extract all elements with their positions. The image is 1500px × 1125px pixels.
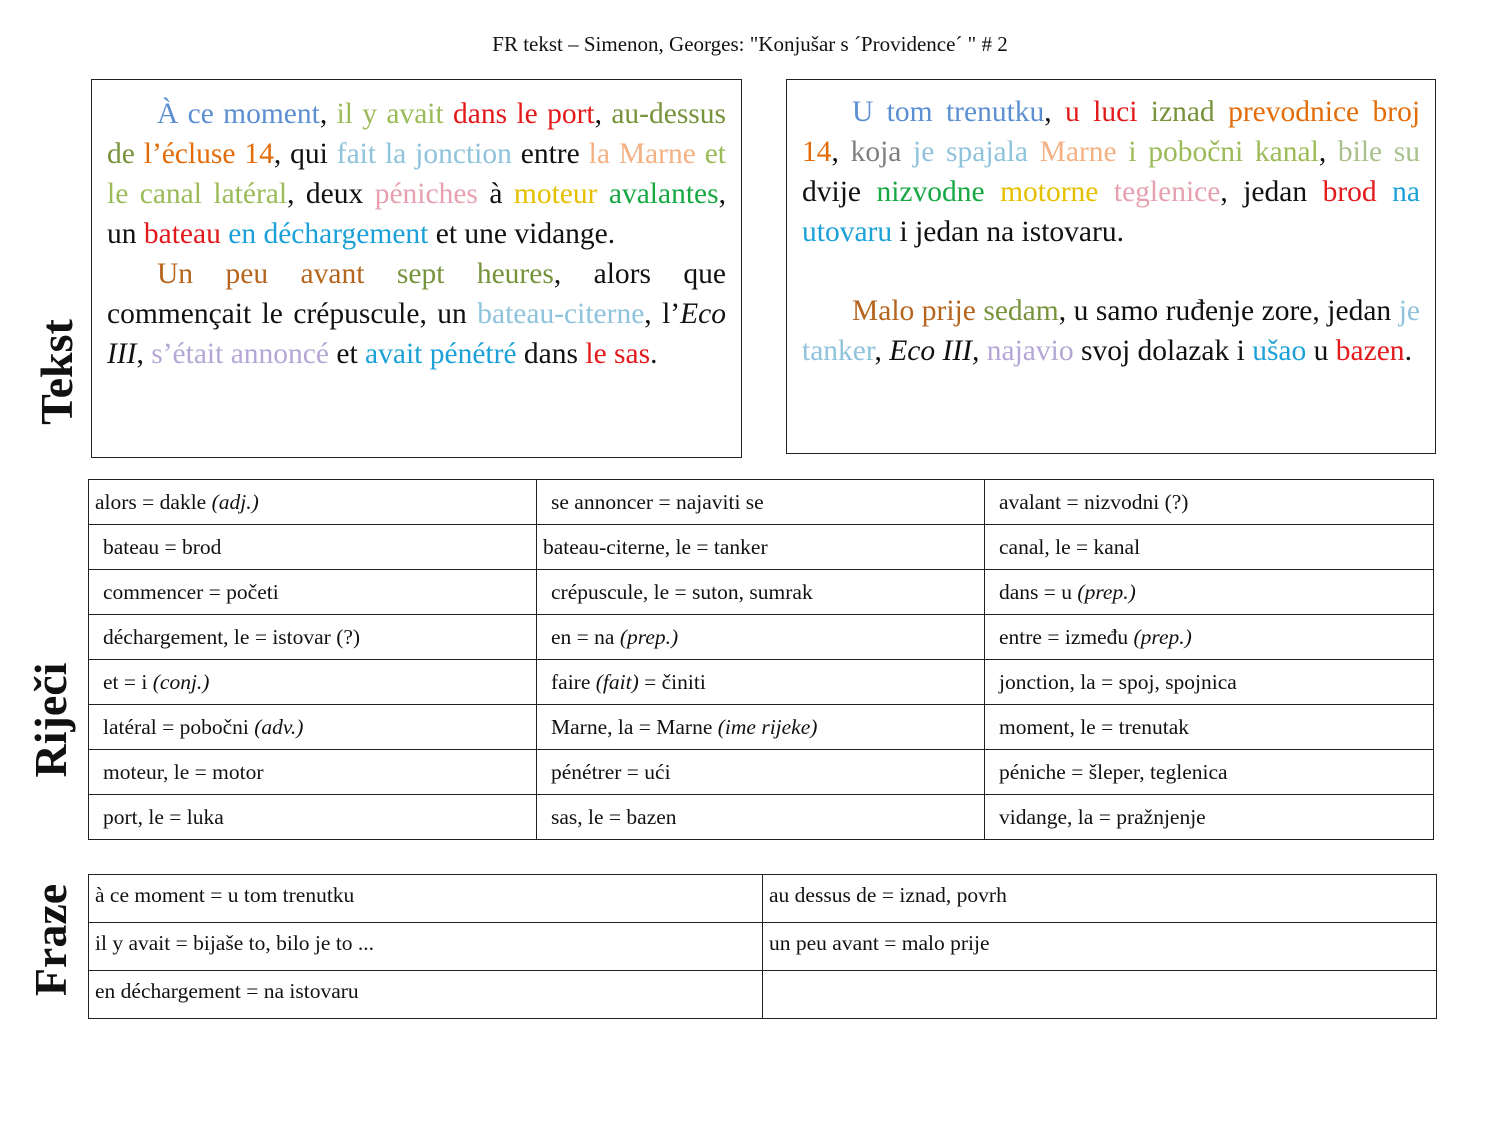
phrases-table (88, 874, 1437, 1019)
text-run: s’était annoncé (151, 338, 329, 370)
text-run (597, 178, 608, 210)
text-run (696, 138, 705, 170)
text-run: À ce moment (157, 98, 320, 130)
vocabulary-entry (89, 660, 537, 705)
text-run: latéral = pobočni (103, 714, 255, 739)
vocabulary-entry (537, 705, 985, 750)
phrase-row (89, 875, 1437, 923)
text-run: jonction, la = spoj, spojnica (999, 669, 1237, 694)
text-run (979, 335, 986, 367)
text-run (1117, 136, 1129, 168)
vocabulary-entry (985, 705, 1434, 750)
text-run: , jedan (1220, 176, 1323, 208)
text-run: fait la jonction (336, 138, 512, 170)
text-run: entre = između (999, 624, 1134, 649)
text-run: en déchargement (228, 218, 429, 250)
text-run: . (650, 338, 658, 370)
text-run: na utovaru (802, 176, 1420, 248)
vocabulary-entry (537, 750, 985, 795)
vocabulary-entry (89, 525, 537, 570)
vocabulary-row (89, 615, 1434, 660)
text-run: , deux (287, 178, 375, 210)
french-text-box (91, 79, 742, 458)
text-run: , l’ (644, 298, 681, 330)
text-run: sedam (983, 295, 1059, 327)
vocabulary-entry (537, 660, 985, 705)
text-run: , (874, 335, 890, 367)
vocabulary-entry (537, 795, 985, 840)
text-run: je tanker (802, 295, 1420, 367)
vocabulary-entry (985, 480, 1434, 525)
text-run: iznad (1150, 96, 1215, 128)
text-run: , qui (273, 138, 337, 170)
text-run: brod (1322, 176, 1377, 208)
vocabulary-entry (89, 615, 537, 660)
text-run: motorne (1000, 176, 1099, 208)
text-run: et (328, 338, 366, 370)
text-run: déchargement, le = istovar (?) (103, 624, 361, 649)
text-run: la Marne (588, 138, 696, 170)
phrase-entry: à ce moment = u tom trenutku (89, 875, 763, 923)
text-run: u luci (1065, 96, 1138, 128)
text-run: au-dessus de (107, 98, 727, 170)
text-run: nizvodne (876, 176, 985, 208)
text-run: sas, le = bazen (551, 804, 677, 829)
text-run (1377, 176, 1392, 208)
text-run: , (136, 338, 152, 370)
text-run: péniche = šleper, teglenica (999, 759, 1228, 784)
vocabulary-entry (89, 705, 537, 750)
text-run: u (1306, 335, 1336, 367)
text-run (364, 258, 396, 290)
text-run (1137, 96, 1150, 128)
vocabulary-entry (985, 615, 1434, 660)
text-run: moment, le = trenutak (999, 714, 1190, 739)
french-paragraph (107, 254, 726, 374)
vocabulary-entry (985, 795, 1434, 840)
text-run: prevodnice broj 14 (802, 96, 1421, 168)
text-run: ušao (1252, 335, 1307, 367)
text-run: port, le = luka (103, 804, 224, 829)
text-run: l’écluse 14 (143, 138, 274, 170)
text-run: avalant = nizvodni (?) (999, 489, 1189, 514)
text-run (985, 176, 1000, 208)
croatian-paragraph (802, 92, 1420, 252)
text-run: , un (107, 178, 726, 250)
text-run: (prep.) (619, 624, 679, 649)
text-run: bateau = brod (103, 534, 222, 559)
text-run: . (1404, 335, 1412, 367)
vocabulary-entry (985, 525, 1434, 570)
text-run: moteur (513, 178, 598, 210)
text-run: dvije (802, 176, 877, 208)
document-title: FR tekst – Simenon, Georges: "Konjušar s ´Providence´ " # 2 (492, 32, 1008, 56)
text-run: pénétrer = ući (551, 759, 671, 784)
text-run: , (831, 136, 851, 168)
text-run (444, 98, 453, 130)
text-run: canal, le = kanal (999, 534, 1141, 559)
text-run: dans le port (453, 98, 595, 130)
vocabulary-entry (985, 660, 1434, 705)
text-run: faire (551, 669, 596, 694)
text-run: , (1318, 136, 1338, 168)
text-run: Eco III, (889, 335, 980, 367)
text-run: bateau (143, 218, 221, 250)
vocabulary-entry (89, 750, 537, 795)
text-run: (conj.) (152, 669, 210, 694)
phrase-entry: un peu avant = malo prije (763, 923, 1437, 971)
phrase-row (89, 923, 1437, 971)
vocabulary-row (89, 525, 1434, 570)
section-label-phrases: Fraze (25, 883, 76, 997)
text-run: se annoncer = najaviti se (551, 489, 764, 514)
text-run: (fait) (595, 669, 639, 694)
text-run: (prep.) (1077, 579, 1136, 604)
text-run: bateau-citerne, le = tanker (543, 534, 768, 559)
text-run: dans = u (999, 579, 1078, 604)
croatian-text-box (786, 79, 1436, 454)
vocabulary-entry (537, 480, 985, 525)
text-run: , (594, 98, 612, 130)
vocabulary-row (89, 660, 1434, 705)
text-run: Malo prije (852, 295, 976, 327)
vocabulary-entry (985, 750, 1434, 795)
text-run: vidange, la = pražnjenje (999, 804, 1206, 829)
vocabulary-entry (89, 570, 537, 615)
vocabulary-entry (89, 480, 537, 525)
croatian-paragraph (802, 291, 1420, 371)
text-run: et = i (103, 669, 153, 694)
text-run (1028, 136, 1040, 168)
text-run: (adj.) (211, 489, 259, 514)
vocabulary-entry (537, 525, 985, 570)
section-label-text: Tekst (31, 319, 82, 425)
text-run: alors = dakle (95, 489, 212, 514)
text-run: Eco III (107, 298, 726, 370)
text-run: crépuscule, le = suton, sumrak (551, 579, 813, 604)
vocabulary-entry (537, 570, 985, 615)
phrase-row (89, 971, 1437, 1019)
text-run: svoj dolazak i (1073, 335, 1253, 367)
text-run: sept heures (396, 258, 554, 290)
text-run: et une vidange. (428, 218, 616, 250)
vocabulary-row (89, 750, 1434, 795)
vocabulary-entry (537, 615, 985, 660)
french-paragraph (107, 94, 726, 254)
text-run: , (319, 98, 337, 130)
text-run: et le canal latéral (107, 138, 727, 210)
text-run (1098, 176, 1113, 208)
text-run: najavio (986, 335, 1074, 367)
section-label-words: Riječi (25, 662, 76, 778)
vocabulary-entry (89, 795, 537, 840)
text-run: i pobočni kanal (1128, 136, 1319, 168)
phrase-entry (763, 971, 1437, 1019)
text-run: entre (511, 138, 589, 170)
text-run: le sas (585, 338, 651, 370)
text-run: (prep.) (1133, 624, 1192, 649)
phrase-entry: il y avait = bijaše to, bilo je to ... (89, 923, 763, 971)
text-run: = činiti (638, 669, 706, 694)
text-run: , (1044, 96, 1066, 128)
text-run: il y avait (336, 98, 444, 130)
text-run: (adv.) (254, 714, 304, 739)
text-run (901, 136, 913, 168)
text-run: bile su (1337, 136, 1421, 168)
text-run: , alors que commençait le crépuscule, un (107, 258, 727, 330)
text-run: je spajala (913, 136, 1028, 168)
vocabulary-row (89, 795, 1434, 840)
text-run: commencer = početi (103, 579, 279, 604)
text-run: avait pénétré (365, 338, 517, 370)
text-run: en = na (551, 624, 620, 649)
text-run: Un peu avant (157, 258, 365, 290)
vocabulary-row (89, 705, 1434, 750)
text-run: péniches (374, 178, 478, 210)
text-run: i jedan na istovaru. (892, 216, 1124, 248)
text-run: moteur, le = motor (103, 759, 264, 784)
text-run: teglenice (1113, 176, 1221, 208)
text-run (1215, 96, 1228, 128)
text-run: bazen (1335, 335, 1405, 367)
vocabulary-table (88, 479, 1434, 840)
text-run: Marne, la = Marne (551, 714, 718, 739)
vocabulary-row (89, 480, 1434, 525)
phrase-entry: en déchargement = na istovaru (89, 971, 763, 1019)
text-run: (ime rijeke) (717, 714, 818, 739)
text-run: koja (850, 136, 902, 168)
vocabulary-entry (985, 570, 1434, 615)
text-run: , u samo ruđenje zore, jedan (1058, 295, 1399, 327)
text-run (135, 138, 144, 170)
text-run: avalantes (608, 178, 719, 210)
phrase-entry: au dessus de = iznad, povrh (763, 875, 1437, 923)
text-run: à (477, 178, 514, 210)
text-run: bateau-citerne (477, 298, 645, 330)
text-run: U tom trenutku (852, 96, 1045, 128)
vocabulary-row (89, 570, 1434, 615)
text-run: dans (516, 338, 586, 370)
text-run: Marne (1039, 136, 1117, 168)
